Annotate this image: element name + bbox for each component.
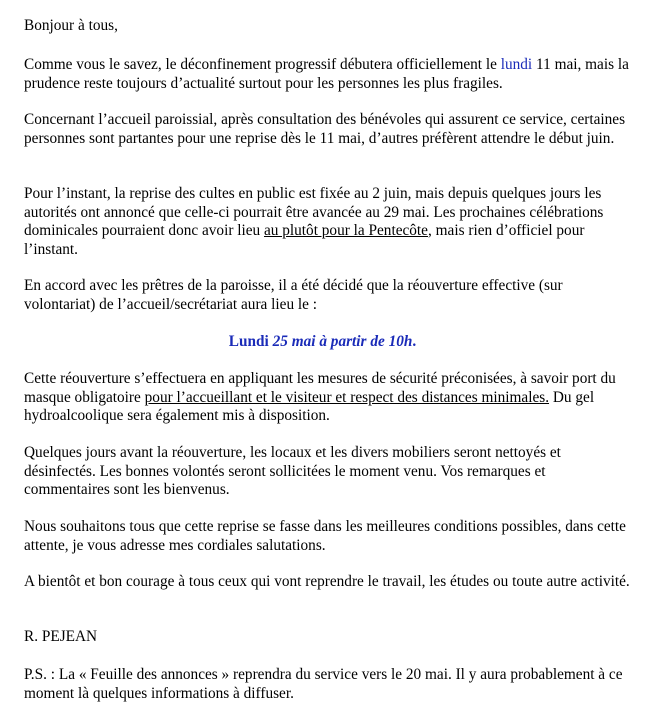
- paragraph-nettoyage: Quelques jours avant la réouverture, les locaux et les divers mobiliers seront nettoyés et désinfectés. Les bonnes volontés seront sollicitées le moment venu. Vos remarques et commentaires sont les bienvenus.: [24, 444, 561, 498]
- date-time: 25 mai à partir de 10h: [272, 333, 413, 350]
- reopening-date: [0, 333, 645, 352]
- paragraph-courage: A bientôt et bon courage à tous ceux qui vont reprendre le travail, les études ou toute autre activité.: [24, 573, 630, 590]
- underlined-distances: pour l’accueillant et le visiteur et respect des distances minimales.: [144, 388, 550, 406]
- paragraph-deconfinement-start: Comme vous le savez, le déconfinement progressif débutera officiellement le: [24, 56, 501, 73]
- date-period: .: [412, 333, 417, 350]
- paragraph-deconfinement: [24, 56, 630, 93]
- paragraph-cultes-start: Pour l’instant, la reprise des cultes en public est fixée au 2 juin, mais depuis quelques jours les autorités ont annoncé que celle-ci pourrait être avancée au 29 mai. Les prochaines célébrations dominicales pourraient donc avoir lieu: [24, 185, 604, 239]
- paragraph-cultes: [24, 185, 630, 259]
- postscript: P.S. : La « Feuille des annonces » reprendra du service vers le 20 mai. Il y aura probablement à ce moment là quelques informations à diffuser.: [24, 666, 623, 702]
- paragraph-accord: En accord avec les prêtres de la paroisse, il a été décidé que la réouverture effective (sur volontariat) de l’accueil/secrétariat aura lieu le :: [24, 277, 563, 313]
- paragraph-mesures-end: Du gel hydroalcoolique sera également mis à disposition.: [24, 388, 595, 424]
- paragraph-cultes-end: , mais rien d’officiel pour l’instant.: [24, 222, 585, 258]
- signature: R. PEJEAN: [24, 628, 98, 645]
- date-day: Lundi: [228, 333, 273, 350]
- paragraph-deconfinement-end: 11 mai, mais la prudence reste toujours d’actualité surtout pour les personnes les plus fragiles.: [24, 56, 629, 92]
- highlight-lundi: lundi: [500, 56, 533, 73]
- paragraph-mesures-start: Cette réouverture s’effectuera en appliquant les mesures de sécurité préconisées, à savoir port du masque obligatoire: [24, 370, 616, 406]
- paragraph-salutations: Nous souhaitons tous que cette reprise se fasse dans les meilleures conditions possibles, dans cette attente, je vous adresse mes cordiales salutations.: [24, 518, 626, 554]
- paragraph-accueil: Concernant l’accueil paroissial, après consultation des bénévoles qui assurent ce service, certaines personnes sont partantes pour une reprise dès le 11 mai, d’autres préfèrent attendre le début juin.: [24, 111, 626, 147]
- underlined-pentecote: au plutôt pour la Pentecôte: [264, 222, 428, 239]
- greeting: Bonjour à tous,: [24, 17, 118, 34]
- paragraph-mesures: [24, 370, 630, 426]
